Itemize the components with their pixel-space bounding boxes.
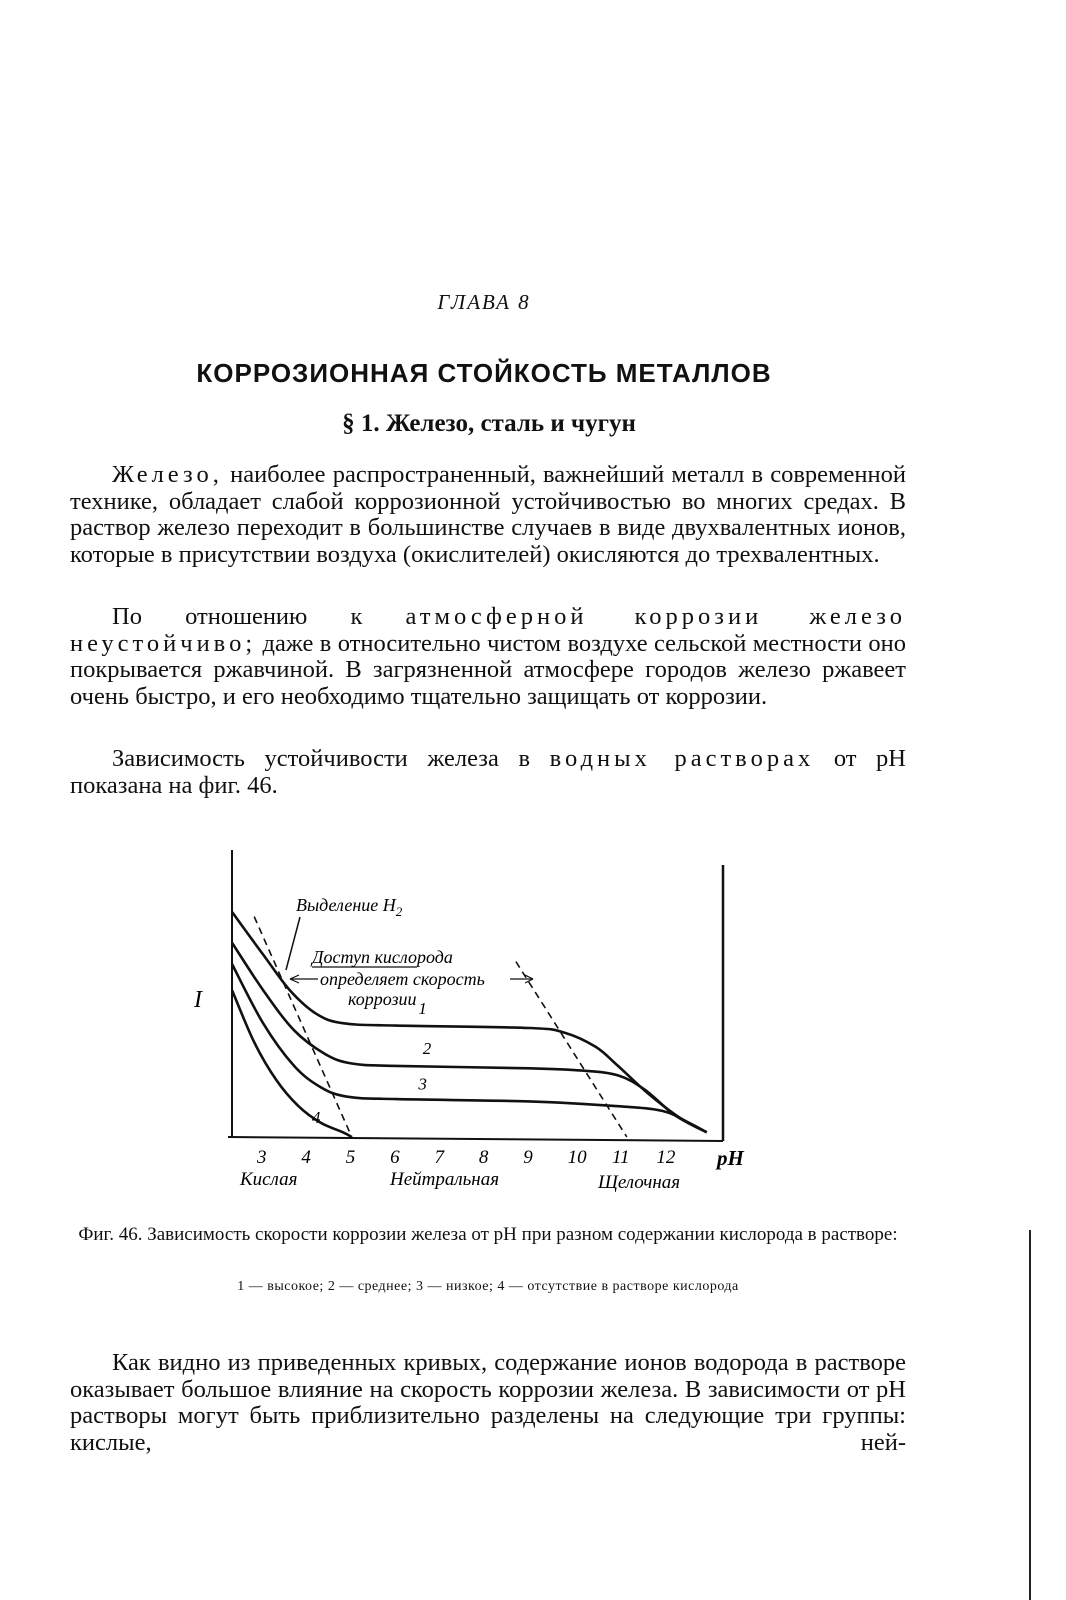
x-axis [228, 1137, 723, 1141]
section-heading: § 1. Железо, сталь и чугун [342, 410, 636, 437]
annotation-oxygen-2: определяет скорость [320, 969, 485, 989]
x-tick-label: 7 [434, 1147, 445, 1168]
x-tick-labels [256, 1147, 676, 1168]
paragraph-text: от pH показана на фиг. 46. [70, 745, 906, 799]
x-tick-label: 10 [567, 1147, 587, 1168]
paragraph-conclusion [70, 1350, 906, 1456]
paragraph-iron-intro [70, 462, 906, 568]
region-neutral: Нейтральная [390, 1169, 500, 1190]
curve-3 [232, 964, 707, 1132]
region-alkaline: Щелочная [598, 1172, 681, 1193]
page-edge-line [1029, 1230, 1031, 1600]
chapter-heading: ГЛАВА 8 [437, 290, 531, 314]
x-tick-label: 8 [478, 1147, 489, 1168]
y-axis-label: I [194, 987, 202, 1013]
spaced-term-atmospheric: атмосферной коррозии железо неустойчиво; [70, 603, 906, 657]
paragraph-text: Зависимость устойчивости железа в [112, 745, 531, 772]
paragraph-text: По отношению к [112, 603, 363, 630]
corrosion-chart [180, 845, 780, 1195]
series-curves [232, 912, 707, 1137]
curve-label-3: 3 [418, 1074, 427, 1094]
h2-pointer [286, 917, 300, 970]
paragraph-atmospheric [70, 604, 906, 710]
x-tick-label: 3 [257, 1147, 267, 1168]
x-tick-label: 11 [611, 1147, 630, 1168]
x-tick-label: 9 [523, 1147, 533, 1168]
x-tick-label: 4 [301, 1147, 311, 1168]
x-tick-label: 6 [390, 1147, 400, 1168]
paragraph-text: Как видно из приведенных кривых, содержание ионов водорода в растворе оказывает большое влияние на скорость коррозии железа. В зависимости от pH растворы могут быть приблизительно разделены на следующие три группы: кислые, ней- [70, 1349, 906, 1456]
curve-label-2: 2 [422, 1039, 432, 1059]
figure-caption: Фиг. 46. Зависимость скорости коррозии железа от pH при разном содержании кислорода в растворе: [78, 1224, 898, 1245]
boundary-dashed-line [516, 962, 627, 1137]
spaced-term-aqueous: водных растворах [549, 745, 815, 772]
spaced-term-iron: Железо, [112, 461, 223, 488]
x-tick-label: 12 [656, 1147, 676, 1168]
annotation-h2: Выделение $H_2$ [296, 895, 403, 919]
x-axis-label: pH [717, 1146, 744, 1170]
figure-legend: 1 — высокое; 2 — среднее; 3 — низкое; 4 — отсутствие в растворе кислорода [237, 1279, 739, 1294]
x-tick-label: 5 [345, 1147, 356, 1168]
annotation-oxygen-3: коррозии [348, 989, 417, 1009]
annotation-oxygen-1: Доступ кислорода [312, 947, 453, 967]
paragraph-aqueous [70, 746, 906, 799]
paragraph-text: наиболее распространенный, важнейший металл в современной технике, обладает слабой коррозионной устойчивостью во многих средах. В раствор железо переходит в большинстве случаев в виде двухвалентных ионов, которые в присутствии воздуха (окислителей) окисляются до трехвалентных. [70, 461, 906, 568]
curve-label-4: 4 [311, 1107, 321, 1127]
paragraph-text: даже в относительно чистом воздухе сельской местности оно покрывается ржавчиной. В загрязненной атмосфере городов железо ржавеет очень быстро, и его необходимо тщательно защищать от коррозии. [70, 629, 906, 710]
chapter-title: КОРРОЗИОННАЯ СТОЙКОСТЬ МЕТАЛЛОВ [196, 358, 772, 388]
region-acidic: Кислая [240, 1169, 298, 1190]
curve-label-1: 1 [418, 998, 427, 1018]
